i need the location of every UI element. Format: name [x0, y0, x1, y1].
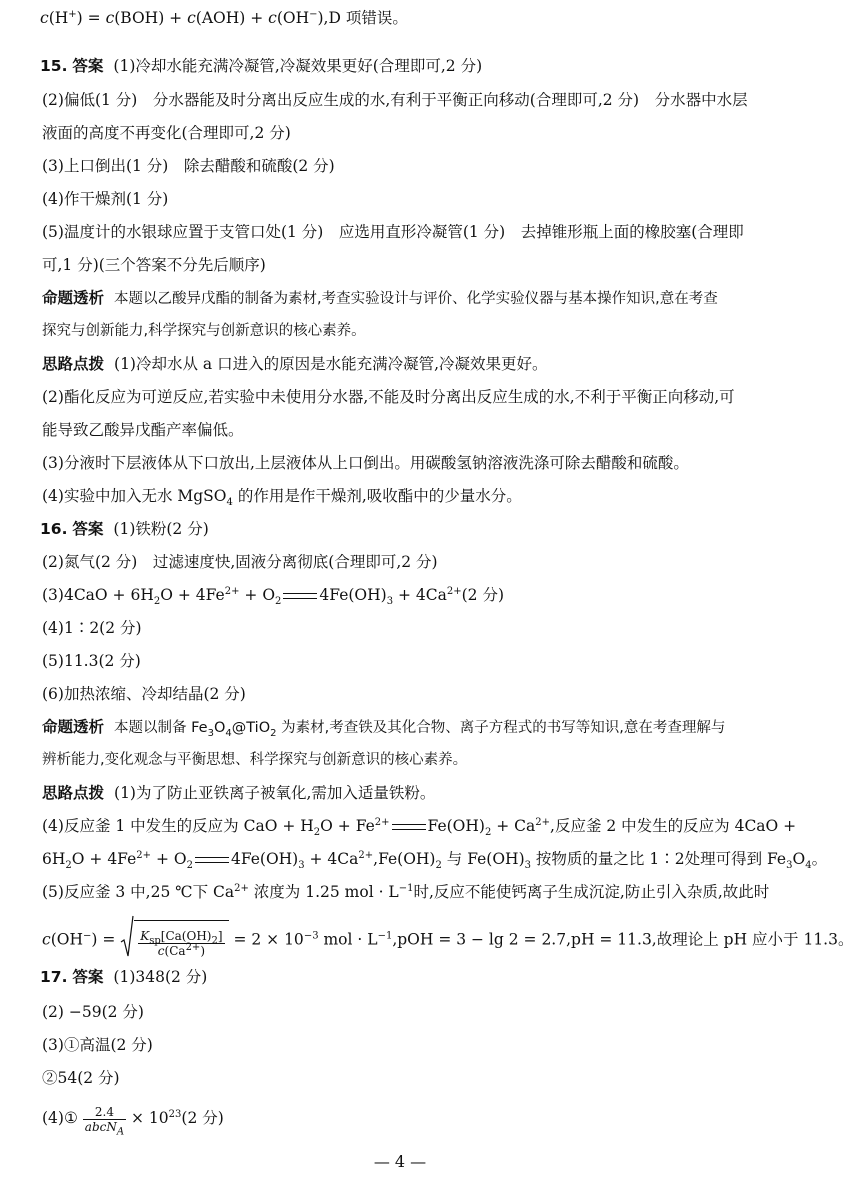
q16-answer-4: (4)1∶2(2 分)	[42, 619, 142, 637]
sub: 4	[225, 727, 232, 739]
var-c: c	[40, 9, 49, 27]
sub: 4	[805, 860, 812, 872]
var-c: c	[187, 9, 196, 27]
analysis-label: 命题透析	[42, 718, 105, 736]
txt: (AOH) +	[195, 9, 269, 27]
q15-hint-2b: 能导致乙酸异戊酯产率偏低。	[42, 421, 244, 439]
txt: O	[792, 850, 806, 868]
txt: ,反应釜 2 中发生的反应为 4CaO +	[550, 817, 797, 835]
q15-hint-1	[42, 354, 548, 374]
txt: 为素材,考查铁及其化合物、离子方程式的书写等知识,意在考查理解与	[276, 720, 726, 736]
sub: 2	[275, 596, 282, 608]
q16-answer-3	[42, 585, 505, 608]
sup: 2+	[185, 941, 201, 953]
square-root	[120, 920, 228, 961]
txt: O + 4Fe	[160, 586, 225, 604]
sub: 2	[186, 860, 193, 872]
sub: 3	[207, 727, 214, 739]
sup: 2+	[446, 585, 462, 597]
q17-answer-2: (2) −59(2 分)	[42, 1003, 144, 1021]
q15-answer-2b: 液面的高度不再变化(合理即可,2 分)	[42, 124, 291, 142]
q16-analysis	[42, 717, 725, 738]
answer-text: (1)铁粉(2 分)	[113, 520, 209, 538]
answer-label: 答案	[72, 968, 104, 986]
sub: 2	[270, 727, 277, 739]
sup: +	[68, 8, 77, 20]
hint-label: 思路点拨	[42, 784, 105, 802]
q17-answer-4	[42, 1102, 224, 1137]
txt: mol · L	[318, 930, 378, 949]
question-number: 15.	[40, 57, 68, 75]
txt: + 4Ca	[304, 850, 359, 868]
txt: abcN	[84, 1119, 117, 1134]
line-d-option: c(H+) = c(BOH) + c(AOH) + c(OH−),D 项错误。	[40, 8, 408, 27]
txt: ) =	[76, 9, 106, 27]
txt: 4Fe(OH)	[319, 586, 387, 604]
q17-answer-3b: ②54(2 分)	[42, 1069, 120, 1087]
question-number: 17.	[40, 968, 68, 986]
q16-hint-5	[42, 882, 769, 902]
q16-answer-2: (2)氮气(2 分) 过滤速度快,固液分离彻底(合理即可,2 分)	[42, 553, 438, 571]
txt: (BOH) +	[114, 9, 188, 27]
sub: 2	[313, 827, 321, 839]
q16-answer-6: (6)加热浓缩、冷却结晶(2 分)	[42, 685, 246, 703]
answer-label: 答案	[72, 520, 104, 538]
q15-answer-1	[40, 56, 482, 76]
q15-answer-5: (5)温度计的水银球应置于支管口处(1 分) 应选用直形冷凝管(1 分) 去掉锥形瓶上面的橡胶塞(合理即	[42, 223, 744, 241]
sup: 2+	[374, 816, 390, 828]
var-c: c	[42, 930, 51, 949]
q15-answer-2: (2)偏低(1 分) 分水器能及时分离出反应生成的水,有利于平衡正向移动(合理即可,2 分) 分水器中水层	[42, 91, 748, 109]
fraction-numerator: 2.4	[83, 1105, 126, 1120]
txt: + 4Ca	[393, 586, 447, 604]
answer-text: (1)348(2 分)	[113, 968, 208, 986]
sup: −1	[377, 930, 393, 942]
txt: 按物质的量之比 1∶2处理可得到 Fe	[531, 850, 787, 868]
hint-text: (1)冷却水从 a 口进入的原因是水能充满冷凝管,冷凝效果更好。	[114, 355, 548, 373]
txt: + O	[239, 586, 276, 604]
txt: O + 4Fe	[71, 850, 137, 868]
page-number: — 4 —	[373, 1152, 427, 1171]
txt: 。	[811, 850, 828, 868]
sup: −	[82, 930, 92, 942]
question-number: 16.	[40, 520, 68, 538]
sup: 2+	[234, 882, 249, 894]
txt: (4)实验中加入无水 MgSO	[42, 487, 227, 505]
q16-hydroxide-equation	[42, 920, 853, 961]
ion-h: H	[54, 9, 69, 27]
txt: + Ca	[491, 817, 536, 835]
equals-sign	[195, 857, 229, 863]
txt: = 2 × 10	[228, 930, 304, 949]
txt: @TiO	[231, 720, 271, 736]
sub: 2	[65, 860, 72, 872]
txt: )	[200, 943, 205, 958]
q16-answer-1	[40, 519, 209, 539]
sub: 3	[524, 860, 531, 872]
answer-text: (1)冷却水能充满冷凝管,冷凝效果更好(合理即可,2 分)	[113, 57, 483, 75]
sup: 2+	[224, 585, 240, 597]
q15-hint-3: (3)分液时下层液体从下口放出,上层液体从上口倒出。用碳酸氢钠溶液洗涤可除去醋酸和硫酸。	[42, 454, 689, 472]
txt: 本题以制备 Fe	[114, 720, 208, 736]
sub: 3	[298, 860, 305, 872]
density-fraction	[83, 1104, 126, 1137]
sub: sp	[149, 934, 161, 946]
q16-answer-5: (5)11.3(2 分)	[42, 652, 141, 670]
q15-analysis-b: 探究与创新能力,科学探究与创新意识的核心素养。	[42, 323, 366, 339]
sup: 23	[168, 1108, 182, 1120]
ksp-fraction	[138, 929, 224, 958]
sup: 2+	[535, 816, 551, 828]
txt: 6H	[42, 850, 66, 868]
q16-hint-4	[42, 816, 797, 839]
sub: 2	[153, 596, 161, 608]
q16-hint-4b	[42, 849, 828, 872]
txt: 浓度为 1.25 mol · L	[248, 883, 399, 901]
txt: K	[140, 928, 150, 943]
txt: (4)①	[42, 1109, 78, 1127]
sup: −3	[303, 930, 319, 942]
sub: 3	[386, 596, 394, 608]
txt: O	[213, 720, 226, 736]
sup: −1	[398, 882, 414, 894]
txt: 的作用是作干燥剂,吸收酯中的少量水分。	[232, 487, 522, 505]
var-c: c	[157, 943, 165, 958]
txt: + O	[151, 850, 187, 868]
q16-analysis-b: 辨析能力,变化观念与平衡思想、科学探究与创新意识的核心素养。	[42, 752, 468, 768]
sub: A	[116, 1125, 125, 1137]
sup: −	[309, 8, 318, 20]
equals-sign	[392, 824, 426, 830]
txt: (2 分)	[181, 1109, 224, 1127]
q15-answer-4: (4)作干燥剂(1 分)	[42, 190, 169, 208]
txt: O + Fe	[320, 817, 375, 835]
sub: 2	[484, 827, 492, 839]
txt: 时,反应不能使钙离子生成沉淀,防止引入杂质,故此时	[413, 883, 770, 901]
txt: (3)4CaO + 6H	[42, 586, 154, 604]
q15-answer-3: (3)上口倒出(1 分) 除去醋酸和硫酸(2 分)	[42, 157, 335, 175]
q17-answer-3: (3)①高温(2 分)	[42, 1036, 153, 1054]
q15-hint-2: (2)酯化反应为可逆反应,若实验中未使用分水器,不能及时分离出反应生成的水,不利于平衡正向移动,可	[42, 388, 735, 406]
sup: 2+	[136, 849, 152, 861]
analysis-label: 命题透析	[42, 289, 105, 307]
txt: (OH	[276, 9, 310, 27]
fraction-denominator	[83, 1119, 126, 1137]
sup: 2+	[358, 849, 374, 861]
txt: (2 分)	[461, 586, 505, 604]
txt: ),D 项错误。	[317, 9, 408, 27]
txt: ,Fe(OH)	[373, 850, 436, 868]
q15-analysis	[42, 288, 718, 309]
sub: 4	[226, 497, 233, 509]
sub: 3	[786, 860, 793, 872]
var-c: c	[268, 9, 277, 27]
hint-label: 思路点拨	[42, 355, 105, 373]
q17-answer-1	[40, 967, 207, 987]
q15-answer-5b: 可,1 分)(三个答案不分先后顺序)	[42, 256, 266, 274]
txt: Fe(OH)	[427, 817, 485, 835]
answer-label: 答案	[72, 57, 104, 75]
txt: ]	[217, 928, 223, 943]
txt: 4Fe(OH)	[230, 850, 299, 868]
txt: ,pOH = 3 − lg 2 = 2.7,pH = 11.3,故理论上 pH 应小于 11.3。	[392, 930, 853, 949]
fraction-numerator	[138, 929, 224, 944]
radical-sign-icon	[120, 914, 134, 958]
analysis-text: 本题以乙酸异戊酯的制备为素材,考查实验设计与评价、化学实验仪器与基本操作知识,意在考查	[114, 291, 718, 307]
var-c: c	[105, 9, 115, 27]
root-body	[134, 920, 228, 961]
txt: × 10	[126, 1109, 169, 1127]
txt: ) =	[91, 930, 116, 949]
hint-text: (1)为了防止亚铁离子被氧化,需加入适量铁粉。	[114, 784, 436, 802]
sub: 2	[211, 934, 218, 946]
sub: 2	[435, 860, 442, 872]
txt: (OH	[50, 930, 83, 949]
q15-hint-4	[42, 486, 522, 509]
txt: (Ca	[164, 943, 186, 958]
equals-sign	[283, 593, 317, 599]
txt: (4)反应釜 1 中发生的反应为 CaO + H	[42, 817, 314, 835]
txt: 与 Fe(OH)	[441, 850, 525, 868]
txt: [Ca(OH)	[160, 928, 212, 943]
analysis-text	[114, 720, 726, 739]
txt: (5)反应釜 3 中,25 ℃下 Ca	[42, 883, 235, 901]
q16-hint-1	[42, 783, 435, 803]
